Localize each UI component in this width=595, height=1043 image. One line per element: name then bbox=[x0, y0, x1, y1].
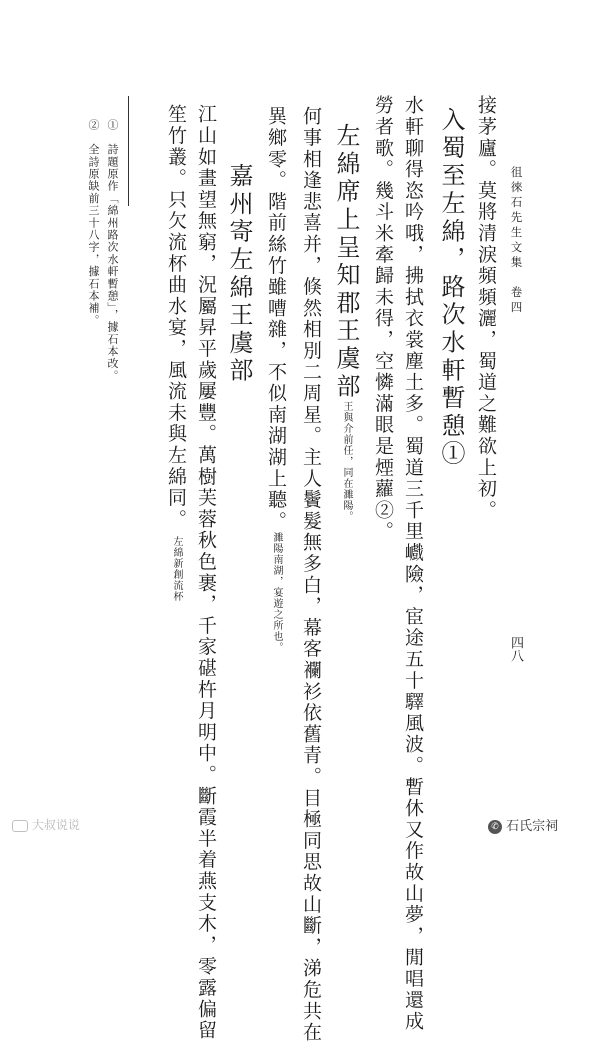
text-column-3: 水軒聊得恣吟哦，拂拭衣裳塵土多。蜀道三千里巇險，宦途五十驛風波。暫休又作故山夢，閒唱還成 bbox=[402, 95, 424, 1033]
poem-title-text: 左綿席上呈知郡王虞部 bbox=[332, 123, 360, 401]
poem-title-2 bbox=[334, 123, 358, 522]
text-column-10-body: 笙竹叢。只欠流杯曲水宴，風流未與左綿同。 bbox=[165, 104, 187, 530]
text-column-6: 何事相逢悲喜并，倏然相別二周星。主人鬢髮無多白，幕客襴衫依舊青。目極同思故山斷，涕危共在 bbox=[300, 106, 322, 1043]
wechat-icon: ✆ bbox=[488, 820, 502, 834]
watermark-left: 大叔说说 bbox=[12, 816, 80, 833]
running-header: 徂徠石先生文集 卷四 bbox=[509, 166, 524, 316]
text-column-7-body: 異鄉零。階前絲竹雖嘈雜，不似南湖湖上聽。 bbox=[265, 106, 287, 532]
text-column-9: 江山如畫望無窮，況屬昇平歲屢豐。萬樹芙蓉秋色裹，千家碪杵月明中。斷霞半着燕支木，零露偏留 bbox=[195, 104, 217, 1042]
poem-title-3: 嘉州寄左綿王虞部 bbox=[225, 163, 253, 386]
poem-title-1: 入蜀至左綿，路次水軒暫憩① bbox=[437, 107, 465, 469]
text-column-10 bbox=[166, 104, 185, 602]
footnote-rule bbox=[128, 96, 129, 206]
watermark-right: ✆ 石氏宗祠 bbox=[488, 815, 558, 834]
text-column-1: 接茅廬。莫將清淚頻頻灑，蜀道之難欲上初。 bbox=[475, 95, 497, 521]
footnote-1: ① 詩題原作「綿州路次水軒暫憩」，據石本改。 bbox=[106, 119, 119, 382]
text-column-7 bbox=[266, 106, 285, 653]
page-number: 四八 bbox=[508, 636, 523, 662]
inline-note: 左綿新創流杯 bbox=[171, 536, 182, 602]
footnote-2: ② 全詩原缺前三十八字，據石本補。 bbox=[87, 119, 100, 327]
chat-bubble-icon bbox=[12, 820, 28, 832]
text-column-4: 勞者歌。幾斗米牽歸未得，空憐滿眼是煙蘿②。 bbox=[372, 95, 394, 543]
inline-note: 王與介前任，同在濉陽。 bbox=[341, 401, 352, 522]
inline-note: 濉陽南湖，宴遊之所也。 bbox=[271, 532, 282, 653]
